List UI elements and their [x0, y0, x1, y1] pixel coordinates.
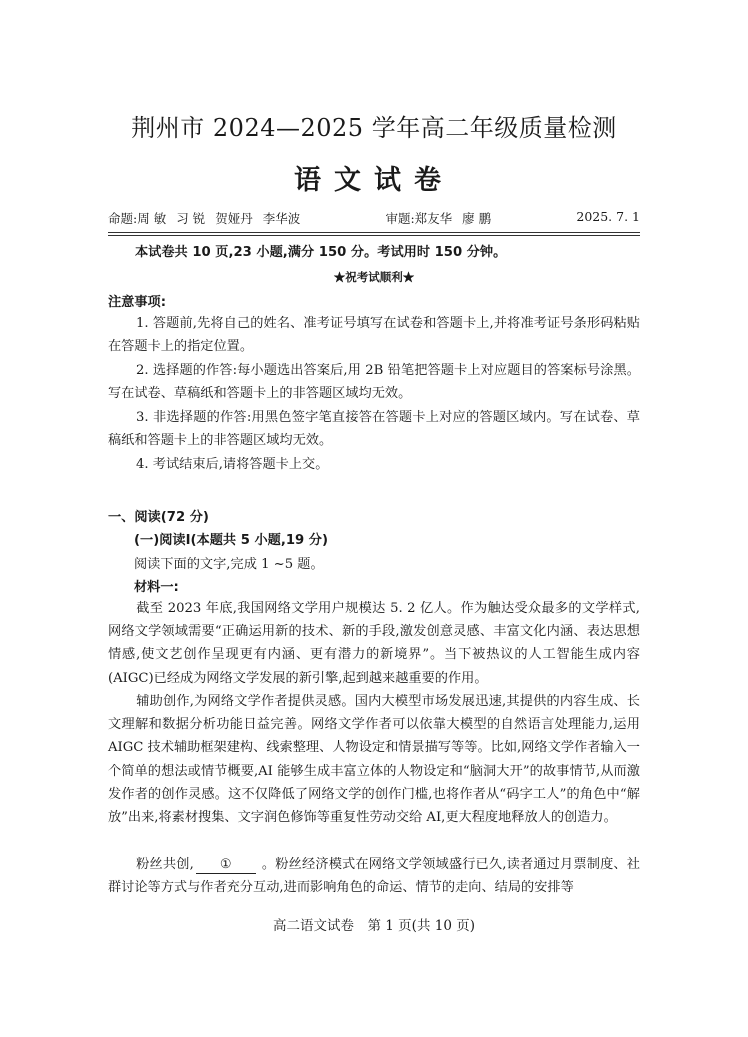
paragraph-text: 辅助创作,为网络文学作者提供灵感。国内大模型市场发展迅速,其提供的内容生成、长文理解和数据分析功能日益完善。网络文学作者可以依靠大模型的自然语言处理能力,运用 AIGC 技术辅助框架建构、线索整理、人物设定和情景描写等等。比如,网络文学作者输入一个简单的想法或情节概要,AI 能够生成丰富立体的人物设定和“脑洞大开”的故事情节,从而激发作者的创作灵感。这不仅降低了网络文学的创作门槛,也将作者从“码字工人”的角色中“解放”出来,将素材搜集、文字润色修饰等重复性劳动交给 AI,更大程度地释放人的创造力。: [108, 694, 640, 826]
header-rule: [108, 232, 640, 233]
author-name: 贺娅丹: [215, 211, 253, 226]
note-item: [108, 312, 640, 358]
exam-date: 2025. 7. 1: [576, 209, 640, 224]
note-text: 3. 非选择题的作答:用黑色签字笔直接答在答题卡上对应的答题区域内。写在试卷、草稿纸和答题卡上的非答题区域均无效。: [108, 410, 640, 449]
author-name: 李华波: [262, 211, 301, 226]
material-label: 材料一:: [134, 580, 179, 595]
section-heading: 一、阅读(72 分): [108, 510, 209, 525]
author-name: 周 敏: [137, 211, 167, 226]
note-text: 1. 答题前,先将自己的姓名、准考证号填写在试卷和答题卡上,并将准考证号条形码粘贴在答题卡上的指定位置。: [108, 316, 640, 355]
page-footer: 高二语文试卷 第 1 页(共 10 页): [273, 918, 475, 934]
reviewers-group: [385, 209, 501, 227]
note-item: [108, 359, 640, 405]
header-rule: [108, 235, 640, 236]
fill-in-blank: ①: [196, 857, 256, 874]
reviewer-name: 郑友华: [414, 211, 453, 226]
material-paragraph: [108, 597, 640, 690]
paragraph-text: 。粉丝经济模式在网络文学领域盛行已久,读者通过月票制度、社群讨论等方式与作者充分互动,进而影响角色的命运、情节的走向、结局的安排等: [108, 857, 640, 896]
good-luck-banner: ★祝考试顺利★: [333, 270, 415, 284]
material-paragraph: [108, 690, 640, 829]
authors-label: 命题:: [108, 211, 138, 226]
notes-heading: 注意事项:: [108, 295, 167, 310]
paragraph-text: 截至 2023 年底,我国网络文学用户规模达 5. 2 亿人。作为触达受众最多的文学样式,网络文学领域需要“正确运用新的技术、新的手段,激发创意灵感、丰富文化内涵、表达思想情感,使文艺创作呈现更有内涵、更有潜力的新境界”。当下被热议的人工智能生成内容(AIGC)已经成为网络文学发展的新引擎,起到越来越重要的作用。: [108, 601, 640, 686]
author-line: [108, 209, 640, 227]
material-paragraph: [108, 853, 640, 899]
note-item: [108, 453, 640, 476]
paragraph-text: 粉丝共创,: [136, 857, 194, 872]
exam-info: 本试卷共 10 页,23 小题,满分 150 分。考试用时 150 分钟。: [135, 245, 507, 260]
reviewers-label: 审题:: [385, 211, 415, 226]
author-name: 习 锐: [176, 211, 206, 226]
subsection-heading: (一)阅读Ⅰ(本题共 5 小题,19 分): [134, 533, 329, 548]
reading-instruction: 阅读下面的文字,完成 1 ~5 题。: [134, 557, 324, 572]
note-text: 2. 选择题的作答:每小题选出答案后,用 2B 铅笔把答题卡上对应题目的答案标号涂黑。写在试卷、草稿纸和答题卡上的非答题区域均无效。: [108, 363, 640, 402]
note-text: 4. 考试结束后,请将答题卡上交。: [136, 457, 329, 472]
authors-group: [108, 209, 310, 227]
note-item: [108, 406, 640, 452]
reviewer-name: 廖 鹏: [462, 211, 492, 226]
exam-subtitle: 语文试卷: [294, 165, 454, 196]
exam-title: 荆州市 2024—2025 学年高二年级质量检测: [131, 114, 617, 142]
